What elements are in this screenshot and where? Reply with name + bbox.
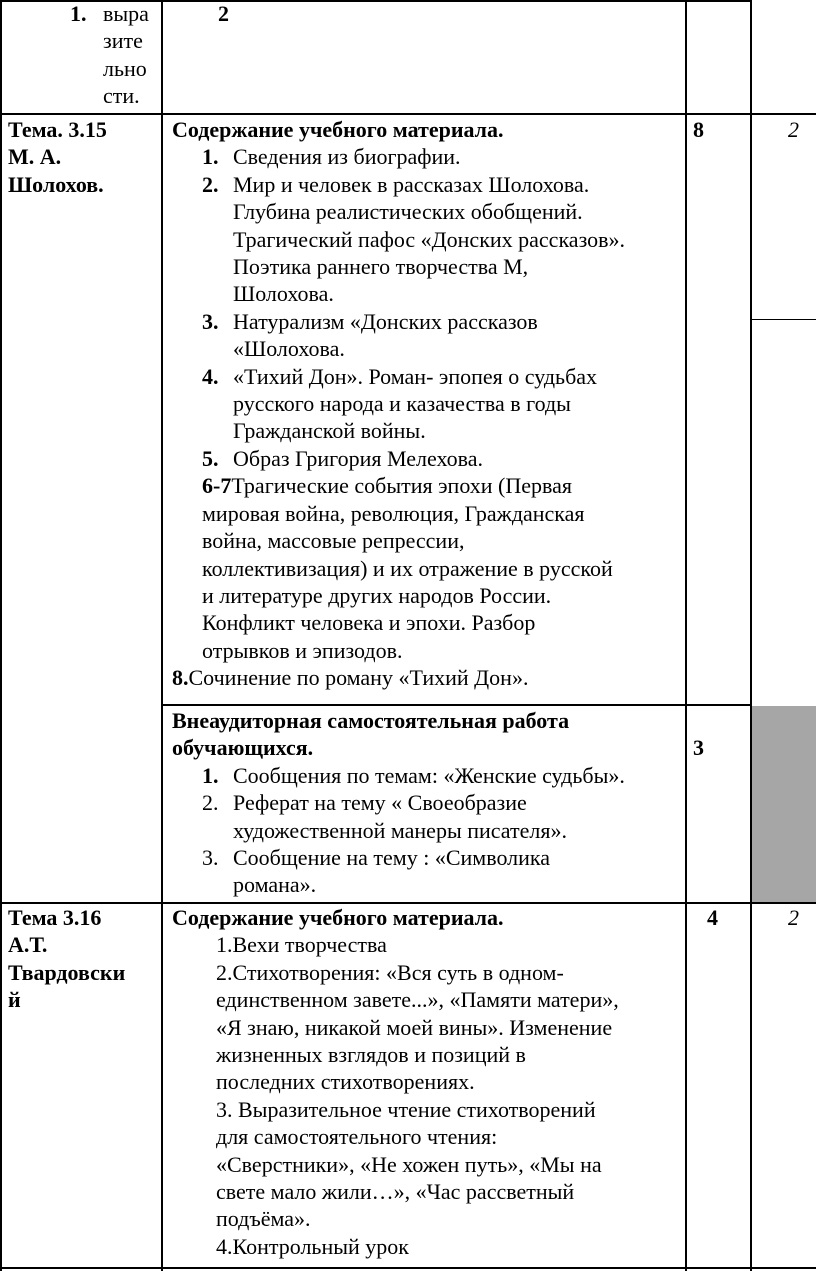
list-item-text: [233, 445, 684, 472]
list-item-line: русского народа и казачества в годы: [233, 391, 571, 417]
row3-line: жизненных взглядов и позиций в: [216, 1042, 526, 1068]
selfwork-heading-line: Внеаудиторная самостоятельная работа: [172, 708, 570, 733]
row1-topic: [8, 116, 158, 198]
row3-list: [172, 959, 684, 1260]
list-item: [202, 171, 684, 308]
item-8-text: Сочинение по роману «Тихий Дон».: [188, 665, 529, 691]
row0-col2: 2: [218, 1, 229, 26]
list-item-line: Трагический пафос «Донских рассказов».: [233, 226, 626, 252]
list-item-line: Глубина реалистических обобщений.: [233, 199, 583, 225]
row3-line: 4.Контрольный урок: [216, 1233, 409, 1259]
item-8-num: 8.: [172, 665, 189, 691]
item-6-7-line: коллективизация) и их отражение в русской: [202, 555, 613, 581]
col-divider-2: [685, 0, 687, 1271]
row0-word-line: льно: [103, 55, 147, 81]
list-item-text: [233, 844, 684, 899]
row-divider-2: [161, 704, 752, 706]
row2-content: [172, 707, 684, 899]
item-6-7: [172, 472, 684, 664]
row1-hours: 8: [693, 117, 704, 142]
list-item: [202, 143, 684, 170]
row2-hours: 3: [693, 735, 704, 760]
list-item-num: 4.: [202, 363, 219, 389]
list-item-text: [233, 363, 684, 445]
row3-line: 2.Стихотворения: «Вся суть в одном-: [216, 959, 564, 985]
row1-content: [172, 116, 684, 692]
row3-level: 2: [788, 905, 799, 930]
list-item-text: [233, 171, 684, 308]
row3-line: подъёма».: [216, 1206, 311, 1232]
item-6-7-line: Конфликт человека и эпохи. Разбор: [202, 610, 536, 636]
col-divider-1: [161, 0, 163, 1271]
row3-line: 3. Выразительное чтение стихотворений: [216, 1096, 596, 1122]
list-item-line: романа».: [233, 872, 317, 898]
row0-word-line: зите: [103, 28, 143, 54]
list-item: [202, 762, 684, 789]
shaded-level-cell: [752, 706, 816, 902]
list-item-line: Реферат на тему « Своеобразие: [233, 790, 527, 816]
row3-content: [172, 904, 684, 1260]
list-item-line: Поэтика раннего творчества М,: [233, 254, 529, 280]
table-border-bottom: [0, 1267, 816, 1269]
list-item-num: 1.: [202, 762, 219, 788]
content-heading: Содержание учебного материала.: [172, 117, 504, 142]
item-8: [172, 664, 684, 691]
list-item-line: Мир и человек в рассказах Шолохова.: [233, 171, 590, 197]
list-item-num: 3.: [202, 845, 219, 871]
list-item: [202, 844, 684, 899]
row3-line: свете мало жили…», «Час рассветный: [216, 1179, 575, 1205]
row0-word-line: сти.: [103, 83, 140, 109]
item-6-7-line: Трагические события эпохи (Первая: [231, 473, 573, 499]
item-6-7-line: война, массовые репрессии,: [202, 528, 465, 554]
list-item-line: Образ Григория Мелехова.: [233, 445, 484, 471]
list-item-line: «Шолохова.: [233, 336, 345, 362]
row3-topic: [8, 904, 158, 1014]
topic-line: Твардовски: [8, 959, 126, 985]
topic-line: Тема. 3.15: [8, 117, 107, 142]
row3-first-line: 1.Вехи творчества: [216, 932, 387, 958]
list-item: [202, 308, 684, 363]
row0-number: [70, 0, 87, 27]
list-item-line: Сведения из биографии.: [233, 144, 461, 170]
list-item-text: [233, 143, 684, 170]
item-6-7-num: 6-7: [202, 473, 232, 499]
list-item-line: художественной манеры писателя».: [233, 817, 567, 843]
row0-word: [103, 0, 161, 110]
list-item-line: Шолохова.: [233, 281, 334, 307]
selfwork-list: [172, 762, 684, 899]
topic-line: М. А.: [8, 144, 62, 170]
list-item: [202, 363, 684, 445]
list-item-text: [233, 789, 684, 844]
topic-line: Шолохов.: [8, 171, 104, 197]
list-item-line: Сообщения по темам: «Женские судьбы».: [233, 762, 625, 788]
topic-line: А.Т.: [8, 932, 48, 958]
list-item-num: 1.: [202, 144, 219, 170]
list-item-num: 5.: [202, 445, 219, 471]
list-item-line: «Тихий Дон». Роман- эпопея о судьбах: [233, 363, 598, 389]
content-list: [172, 143, 684, 472]
row0-word-line: выра: [103, 1, 149, 26]
list-item-text: [233, 762, 684, 789]
table-border-left: [0, 0, 2, 1271]
row1-level: 2: [788, 117, 799, 142]
row3-line: последних стихотворениях.: [216, 1069, 475, 1095]
selfwork-heading-line: обучающихся.: [172, 735, 314, 761]
item-6-7-line: отрывков и эпизодов.: [202, 637, 403, 663]
item-6-7-line: и литературе других народов России.: [202, 582, 552, 608]
topic-line: й: [8, 987, 21, 1013]
row-divider-1: [0, 113, 816, 115]
row3-line: для самостоятельного чтения:: [216, 1124, 498, 1150]
row0-num-label: 1.: [70, 1, 87, 26]
content-heading: Содержание учебного материала.: [172, 905, 504, 930]
row3-line: «Я знаю, никакой моей вины». Изменение: [216, 1014, 613, 1040]
row3-line: единственном завете...», «Памяти матери»,: [216, 987, 619, 1013]
list-item-line: Сообщение на тему : «Символика: [233, 845, 551, 871]
list-item: [202, 445, 684, 472]
list-item-text: [233, 308, 684, 363]
list-item-num: 2.: [202, 790, 219, 816]
row-divider-partial: [750, 319, 816, 320]
topic-line: Тема 3.16: [8, 905, 102, 930]
row3-hours: 4: [707, 905, 718, 930]
list-item: [202, 789, 684, 844]
row3-line: «Сверстники», «Не хожен путь», «Мы на: [216, 1151, 602, 1177]
list-item-num: 2.: [202, 171, 219, 197]
item-6-7-line: мировая война, революция, Гражданская: [202, 500, 585, 526]
list-item-line: Гражданской войны.: [233, 418, 426, 444]
list-item-num: 3.: [202, 308, 219, 334]
col-divider-3: [750, 0, 752, 1271]
list-item-line: Натурализм «Донских рассказов: [233, 308, 538, 334]
